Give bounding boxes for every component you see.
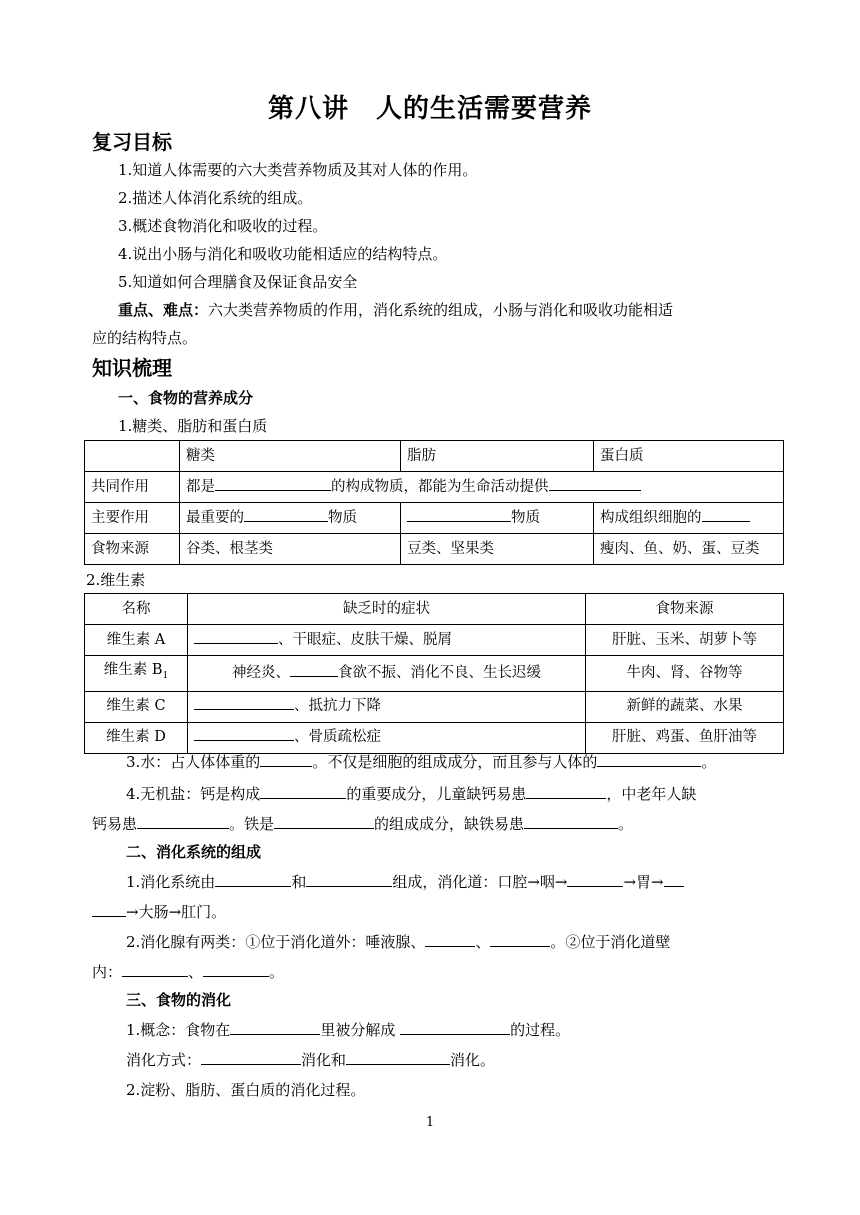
table-cell: 、抵抗力下降 bbox=[188, 691, 586, 722]
table-cell: 瘦肉、鱼、奶、蛋、豆类 bbox=[594, 534, 784, 565]
process-line: 2.淀粉、脂肪、蛋白质的消化过程。 bbox=[126, 1081, 366, 1099]
nutrient-table bbox=[84, 440, 784, 565]
fill-blank[interactable] bbox=[306, 872, 392, 887]
table-header: 食物来源 bbox=[586, 594, 784, 625]
glands-line-cont: 内： 、 。 bbox=[92, 963, 285, 981]
table-header: 糖类 bbox=[180, 441, 401, 472]
subsection-title: 2.维生素 bbox=[86, 571, 146, 589]
concept-line: 1.概念：食物在 里被分解成 的过程。 bbox=[126, 1021, 571, 1039]
fill-blank[interactable] bbox=[407, 507, 511, 522]
fill-blank[interactable] bbox=[526, 784, 606, 799]
fill-blank[interactable] bbox=[194, 629, 278, 644]
review-item: 1.知道人体需要的六大类营养物质及其对人体的作用。 bbox=[118, 161, 478, 179]
table-cell: 豆类、坚果类 bbox=[401, 534, 594, 565]
row-label: 食物来源 bbox=[85, 534, 180, 565]
table-cell: 物质 bbox=[401, 503, 594, 534]
key-label: 重点、难点： bbox=[118, 301, 209, 319]
table-cell: 牛肉、肾、谷物等 bbox=[586, 656, 784, 692]
section-1-heading: 一、食物的营养成分 bbox=[118, 389, 254, 407]
fill-blank[interactable] bbox=[274, 814, 374, 829]
table-cell: 神经炎、 食欲不振、消化不良、生长迟缓 bbox=[188, 656, 586, 692]
fill-blank[interactable] bbox=[122, 962, 188, 977]
table-cell: 、干眼症、皮肤干燥、脱屑 bbox=[188, 625, 586, 656]
subsection-title: 1.糖类、脂肪和蛋白质 bbox=[118, 417, 268, 435]
fill-blank[interactable] bbox=[549, 476, 641, 491]
review-item: 5.知道如何合理膳食及保证食品安全 bbox=[118, 273, 358, 291]
fill-blank[interactable] bbox=[425, 932, 475, 947]
table-cell: 新鲜的蔬菜、水果 bbox=[586, 691, 784, 722]
knowledge-heading: 知识梳理 bbox=[92, 356, 172, 380]
fill-blank[interactable] bbox=[244, 507, 328, 522]
fill-blank[interactable] bbox=[400, 1020, 510, 1035]
review-item: 2.描述人体消化系统的组成。 bbox=[118, 189, 313, 207]
page-number: 1 bbox=[425, 1115, 435, 1130]
fill-blank[interactable] bbox=[290, 662, 338, 677]
vitamin-table bbox=[84, 593, 784, 754]
glands-line: 2.消化腺有两类：①位于消化道外：唾液腺、 、 。②位于消化道壁 bbox=[126, 933, 671, 951]
fill-blank[interactable] bbox=[524, 814, 618, 829]
table-header: 脂肪 bbox=[401, 441, 594, 472]
fill-blank[interactable] bbox=[260, 784, 346, 799]
fill-blank[interactable] bbox=[194, 695, 294, 710]
section-3-heading: 三、食物的消化 bbox=[126, 991, 232, 1009]
key-text: 六大类营养物质的作用，消化系统的组成，小肠与消化和吸收功能相适 bbox=[208, 301, 674, 319]
fill-blank[interactable] bbox=[490, 932, 550, 947]
fill-blank[interactable] bbox=[702, 507, 750, 522]
vitamin-name: 维生素 C bbox=[85, 691, 188, 722]
fill-blank[interactable] bbox=[230, 1020, 320, 1035]
table-header: 名称 bbox=[85, 594, 188, 625]
table-cell: 谷类、根茎类 bbox=[180, 534, 401, 565]
key-text-cont: 应的结构特点。 bbox=[92, 329, 198, 347]
fill-blank[interactable] bbox=[260, 752, 312, 767]
mineral-line-cont: 钙易患 。铁是 的组成成分，缺铁易患 。 bbox=[92, 815, 634, 833]
digestive-line: 1.消化系统由 和 组成，消化道：口腔→咽→ →胃→ bbox=[126, 872, 684, 892]
table-cell: 都是 的构成物质，都能为生命活动提供 bbox=[180, 472, 784, 503]
fill-blank[interactable] bbox=[597, 752, 701, 767]
vitamin-name: 维生素 A bbox=[85, 625, 188, 656]
fill-blank[interactable] bbox=[215, 872, 291, 887]
table-cell: 最重要的 物质 bbox=[180, 503, 401, 534]
table-header: 缺乏时的症状 bbox=[188, 594, 586, 625]
digestion-mode-line: 消化方式： 消化和 消化。 bbox=[126, 1051, 496, 1069]
key-points bbox=[118, 300, 673, 320]
table-cell: 构成组织细胞的 bbox=[594, 503, 784, 534]
mineral-line: 4.无机盐：钙是构成 的重要成分，儿童缺钙易患 ，中老年人缺 bbox=[126, 785, 697, 803]
review-item: 4.说出小肠与消化和吸收功能相适应的结构特点。 bbox=[118, 245, 448, 263]
fill-blank[interactable] bbox=[201, 1050, 301, 1065]
vitamin-name: 维生素 D bbox=[85, 722, 188, 753]
fill-blank[interactable] bbox=[567, 872, 623, 887]
row-label: 共同作用 bbox=[85, 472, 180, 503]
table-cell: 肝脏、玉米、胡萝卜等 bbox=[586, 625, 784, 656]
vitamin-name: 维生素 $B_1$ bbox=[85, 656, 188, 692]
page-title: 第八讲 人的生活需要营养 bbox=[267, 94, 592, 124]
fill-blank[interactable] bbox=[203, 962, 269, 977]
fill-blank[interactable] bbox=[92, 902, 126, 917]
table-header: 蛋白质 bbox=[594, 441, 784, 472]
table-cell: 肝脏、鸡蛋、鱼肝油等 bbox=[586, 722, 784, 753]
fill-blank[interactable] bbox=[215, 476, 331, 491]
table-cell: 、骨质疏松症 bbox=[188, 722, 586, 753]
review-item: 3.概述食物消化和吸收的过程。 bbox=[118, 217, 328, 235]
fill-blank[interactable] bbox=[194, 726, 294, 741]
row-label: 主要作用 bbox=[85, 503, 180, 534]
fill-blank[interactable] bbox=[137, 814, 229, 829]
fill-blank[interactable] bbox=[346, 1050, 450, 1065]
water-line: 3.水：占人体体重的 。不仅是细胞的组成成分，而且参与人体的 。 bbox=[126, 753, 717, 771]
review-heading: 复习目标 bbox=[92, 130, 172, 154]
section-2-heading: 二、消化系统的组成 bbox=[126, 843, 262, 861]
fill-blank[interactable] bbox=[664, 872, 684, 887]
digestive-line-cont: →大肠→肛门。 bbox=[92, 902, 226, 922]
